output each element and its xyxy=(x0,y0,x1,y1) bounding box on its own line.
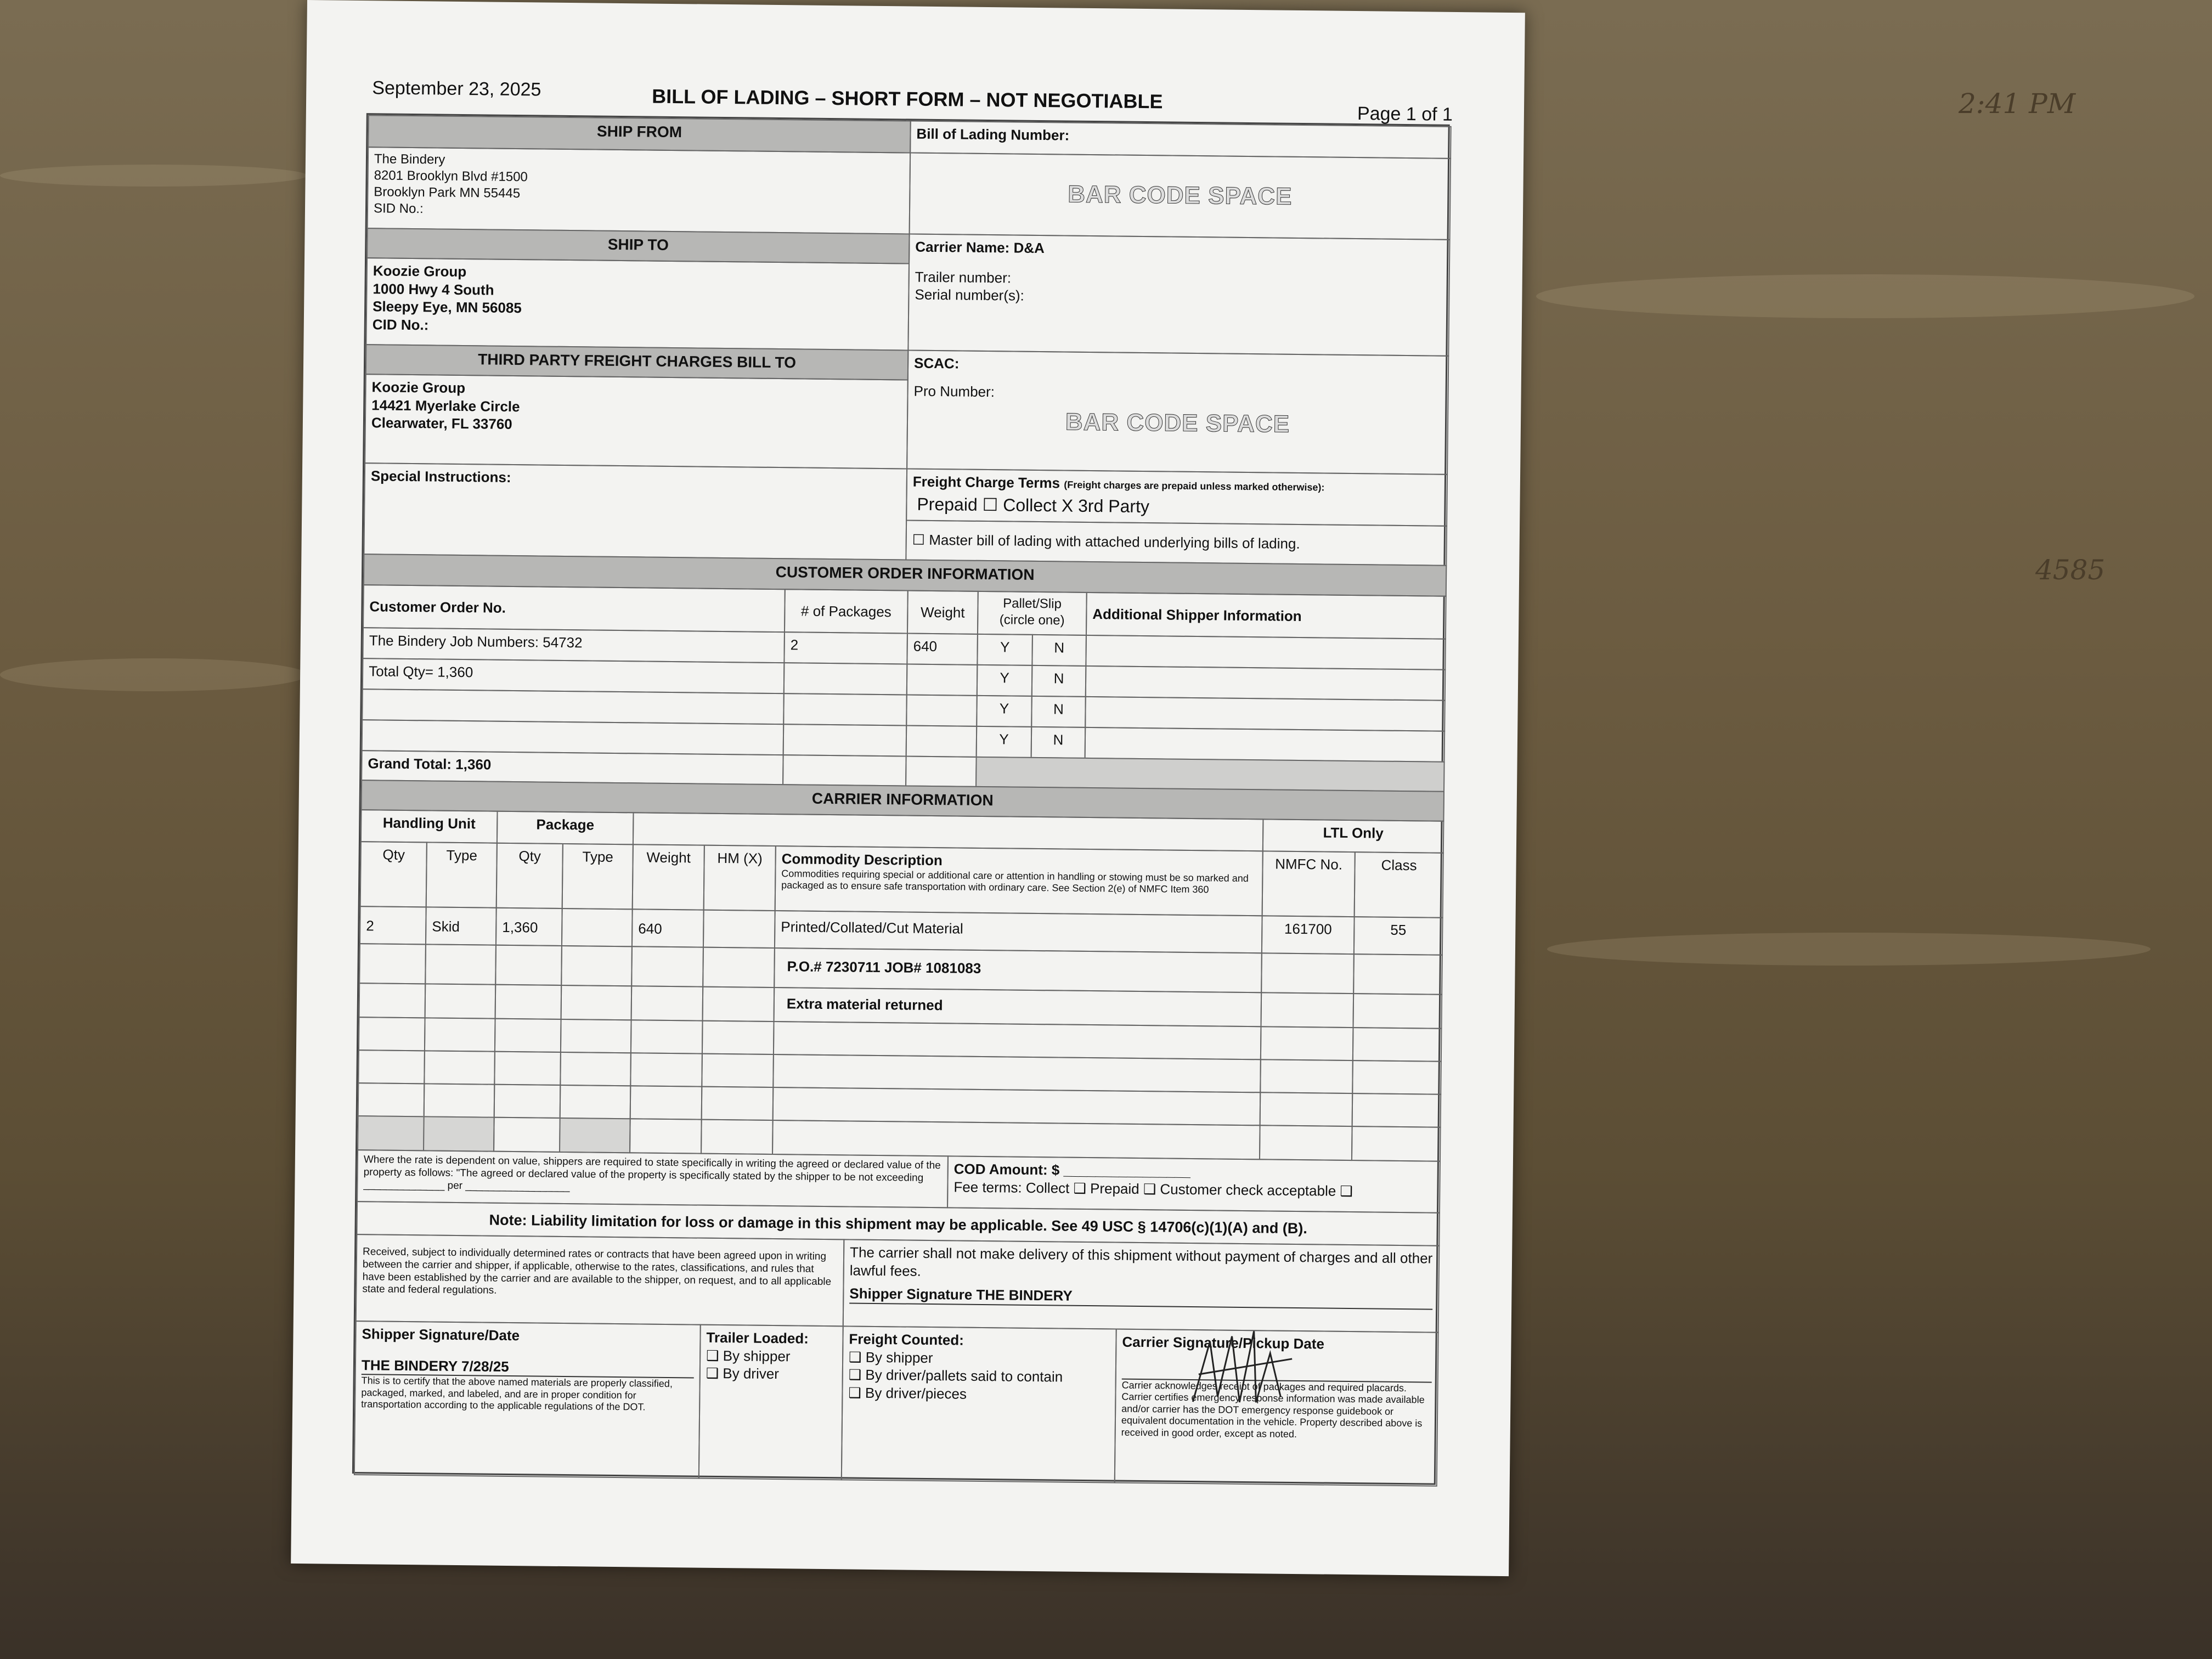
empty-cell xyxy=(701,1119,774,1155)
ltl-only-heading: LTL Only xyxy=(1262,819,1444,853)
pallet-n: N xyxy=(1031,634,1087,667)
address-line: 1000 Hwy 4 South xyxy=(373,280,494,298)
pkg-qty xyxy=(495,984,562,1020)
liability-note: Note: Liability limitation for loss or damage in this shipment may be applicable. See 49 USC § 14706(c)(1)(A) and (B). xyxy=(356,1201,1440,1246)
col-hu-qty: Qty xyxy=(360,841,427,907)
empty-cell xyxy=(1352,1060,1442,1095)
pallet-y: Y xyxy=(977,634,1033,666)
empty-cell xyxy=(560,1052,631,1086)
order-number: The Bindery Job Numbers: 54732 xyxy=(362,627,785,663)
third-party-address xyxy=(364,374,909,469)
freight-terms-options: Prepaid ☐ Collect X 3rd Party xyxy=(917,494,1150,516)
empty-cell xyxy=(358,1017,426,1051)
trailer-number: Trailer number: xyxy=(915,268,1012,286)
checkbox-option[interactable]: ❑ By shipper xyxy=(849,1348,933,1366)
carrier-name: Carrier Name: D&A xyxy=(915,238,1045,257)
fee-terms: Fee terms: Collect ❑ Prepaid ❑ Customer check acceptable ❑ xyxy=(953,1178,1353,1199)
freight-terms-label: Freight Charge Terms xyxy=(912,473,1060,492)
delivery-note: The carrier shall not make delivery of this shipment without payment of charges and all other lawful fees. xyxy=(849,1244,1433,1279)
address-line: Koozie Group xyxy=(373,262,467,280)
commodity-heading: Commodity Description xyxy=(781,850,943,869)
empty-cell xyxy=(559,1118,631,1153)
nmfc xyxy=(1260,992,1354,1028)
ship-to-heading: SHIP TO xyxy=(366,228,910,264)
desk-pencil-mark: 2:41 PM xyxy=(1959,88,2076,120)
bol-form xyxy=(352,113,1450,1485)
bill-of-lading-paper xyxy=(291,0,1525,1576)
freight-terms-note: (Freight charges are prepaid unless marked otherwise): xyxy=(1064,479,1325,493)
pallet-n: N xyxy=(1031,696,1086,728)
grand-total-packages xyxy=(782,754,907,786)
empty-cell xyxy=(1352,1027,1442,1062)
address-line: Clearwater, FL 33760 xyxy=(371,414,512,432)
empty-cell xyxy=(630,1085,703,1120)
pkg-qty: 1,360 xyxy=(495,907,563,946)
ship-from-address xyxy=(367,146,911,234)
third-party-heading: THIRD PARTY FREIGHT CHARGES BILL TO xyxy=(365,344,909,380)
bol-number-label: Bill of Lading Number: xyxy=(910,121,1452,159)
carrier-block xyxy=(907,234,1450,357)
empty-cell xyxy=(494,1051,561,1086)
pallet-y: Y xyxy=(976,726,1032,758)
shipper-signature-label: Shipper Signature/Date xyxy=(362,1325,520,1344)
freight-charge-terms xyxy=(906,468,1448,526)
empty-cell xyxy=(1260,1092,1353,1127)
order-weight xyxy=(906,695,978,727)
barcode-placeholder: BAR CODE SPACE xyxy=(1065,408,1290,438)
checkbox-option[interactable]: ❑ By driver/pieces xyxy=(848,1384,967,1402)
order-number: Total Qty= 1,360 xyxy=(362,658,785,694)
pkg-type xyxy=(561,985,633,1020)
address-line: CID No.: xyxy=(372,315,429,333)
handwritten-signature-icon xyxy=(1187,1329,1298,1419)
empty-cell xyxy=(630,1052,703,1087)
empty-cell xyxy=(358,1082,425,1117)
address-line: SID No.: xyxy=(373,201,424,217)
wood-grain xyxy=(1547,933,2151,966)
col-weight: Weight xyxy=(907,590,979,635)
bol-barcode-space xyxy=(909,153,1452,240)
hm xyxy=(702,947,775,988)
address-line: 8201 Brooklyn Blvd #1500 xyxy=(374,168,528,185)
order-number xyxy=(362,689,785,725)
empty-cell xyxy=(1351,1126,1441,1162)
pro-number-label: Pro Number: xyxy=(913,382,995,400)
col-class: Class xyxy=(1354,851,1444,918)
weight xyxy=(631,946,704,987)
address-line: Koozie Group xyxy=(371,379,466,397)
document-title: BILL OF LADING – SHORT FORM – NOT NEGOTIABLE xyxy=(651,84,1163,113)
wood-grain xyxy=(0,165,307,187)
shipper-signature-value: THE BINDERY 7/28/25 xyxy=(362,1356,694,1379)
order-weight xyxy=(906,664,978,696)
col-additional-info: Additional Shipper Information xyxy=(1086,592,1447,640)
pallet-y: Y xyxy=(977,664,1033,697)
col-packages: # of Packages xyxy=(784,589,909,634)
pallet-y: Y xyxy=(976,695,1032,727)
hu-type xyxy=(425,983,496,1019)
wood-grain xyxy=(0,658,307,691)
address-line: Brooklyn Park MN 55445 xyxy=(374,184,521,201)
address-line: The Bindery xyxy=(374,151,445,167)
empty-cell xyxy=(560,1019,632,1053)
shipper-signature-box xyxy=(354,1321,701,1479)
checkbox-option[interactable]: ❑ By shipper xyxy=(706,1347,791,1364)
col-hu-type: Type xyxy=(426,842,498,908)
empty-cell xyxy=(494,1084,561,1119)
hu-qty: 2 xyxy=(359,906,427,945)
empty-cell xyxy=(629,1118,702,1154)
grand-total-weight xyxy=(905,755,977,787)
order-packages xyxy=(783,724,907,757)
barcode-placeholder: BAR CODE SPACE xyxy=(1067,180,1293,210)
empty-cell xyxy=(1260,1026,1354,1061)
col-pkg-qty: Qty xyxy=(496,843,563,909)
checkbox-option[interactable]: ❑ By driver/pallets said to contain xyxy=(848,1366,1063,1385)
hm xyxy=(703,910,776,949)
empty-cell xyxy=(424,1083,495,1118)
nmfc xyxy=(1261,952,1355,994)
class xyxy=(1353,953,1443,995)
order-additional xyxy=(1085,665,1446,701)
empty-cell xyxy=(1260,1059,1353,1094)
empty-cell xyxy=(494,1018,562,1053)
checkbox-option[interactable]: ❑ By driver xyxy=(706,1364,780,1383)
empty-cell xyxy=(493,1117,561,1153)
scac-label: SCAC: xyxy=(913,354,960,372)
empty-cell xyxy=(560,1085,631,1119)
ship-from-heading: SHIP FROM xyxy=(368,115,911,153)
pkg-type xyxy=(561,945,633,986)
shipper-certification: This is to certify that the above named materials are properly classified, packaged, marked, and labeled, and are in proper condition for transportation according to the applicable regulations of the DOT. xyxy=(361,1375,673,1413)
empty-cell xyxy=(358,1049,425,1084)
col-weight: Weight xyxy=(632,844,705,910)
empty-cell xyxy=(357,1115,425,1151)
scac-block xyxy=(906,349,1449,475)
commodity-desc: Printed/Collated/Cut Material xyxy=(774,910,1263,953)
carrier-acknowledgement: Carrier acknowledges receipt of packages and required placards. Carrier certifies emergency response information was made available and/or carrier has the DOT emergency response guidebook or equivalent documentation in the vehicle. Property described above is received in good order, except as noted. xyxy=(1121,1379,1425,1440)
empty-cell xyxy=(701,1053,774,1088)
trailer-loaded-box xyxy=(698,1324,844,1481)
package-heading: Package xyxy=(496,811,634,845)
col-commodity xyxy=(775,845,1263,916)
col-pallet-slip: Pallet/Slip (circle one) xyxy=(977,591,1087,636)
special-instructions: Special Instructions: xyxy=(363,462,907,560)
empty-cell xyxy=(424,1050,495,1085)
wood-grain xyxy=(1536,274,2194,318)
cod-block xyxy=(947,1155,1441,1213)
col-nmfc: NMFC No. xyxy=(1262,850,1356,917)
desk-pencil-mark: 4585 xyxy=(2035,554,2106,586)
weight: 640 xyxy=(631,909,704,947)
commodity-note: Commodities requiring special or additional care or attention in handling or stowing must be so marked and packaged as to ensure safe transportation with ordinary care. See Section 2(e) of NMFC Item 360 xyxy=(781,867,1249,895)
order-weight xyxy=(906,725,978,757)
shipper-signature-line: Shipper Signature THE BINDERY xyxy=(849,1284,1432,1310)
pkg-type xyxy=(561,908,633,947)
order-number xyxy=(362,719,785,755)
hu-type xyxy=(425,944,496,985)
customer-order-heading: CUSTOMER ORDER INFORMATION xyxy=(363,554,1447,597)
order-additional xyxy=(1085,727,1446,763)
ship-to-address xyxy=(365,257,910,351)
hu-qty xyxy=(359,943,426,984)
pkg-qty xyxy=(495,945,562,986)
cod-amount: COD Amount: $ ________________ xyxy=(953,1160,1191,1180)
grand-total: Grand Total: 1,360 xyxy=(361,750,784,785)
empty-cell xyxy=(423,1116,495,1152)
empty-cell xyxy=(630,1019,703,1054)
hu-type: Skid xyxy=(425,906,497,945)
empty-cell xyxy=(702,1020,775,1055)
declared-value-note: Where the rate is dependent on value, shippers are required to state specifically in writing the agreed or declared value of the property as follows: "The agreed or declared value of the property is specifically stated by the shipper to be not exceeding ______________ per __________________ xyxy=(357,1149,949,1208)
pallet-n: N xyxy=(1031,665,1087,697)
carrier-signature-box xyxy=(1114,1329,1439,1487)
address-line: 14421 Myerlake Circle xyxy=(371,396,520,415)
class: 55 xyxy=(1353,916,1443,956)
hu-qty xyxy=(359,983,426,1018)
col-hm: HM (X) xyxy=(703,845,776,911)
freight-counted-label: Freight Counted: xyxy=(849,1330,964,1348)
nmfc: 161700 xyxy=(1261,915,1355,955)
carrier-signature-label: Carrier Signature/Pickup Date xyxy=(1122,1333,1325,1352)
hm xyxy=(702,986,775,1022)
empty-cell xyxy=(701,1086,774,1121)
order-weight: 640 xyxy=(906,633,978,665)
delivery-block xyxy=(843,1239,1440,1333)
page-number: Page 1 of 1 xyxy=(1357,103,1453,125)
order-additional xyxy=(1085,635,1446,670)
commodity-desc: P.O.# 7230711 JOB# 1081083 xyxy=(774,947,1262,993)
handling-unit-heading: Handling Unit xyxy=(360,809,498,844)
empty-cell xyxy=(1259,1125,1353,1161)
col-pkg-type: Type xyxy=(562,843,634,910)
col-customer-order: Customer Order No. xyxy=(363,584,786,633)
received-note: Received, subject to individually determined rates or contracts that have been agreed upon in writing between the carrier and shipper, if applicable, otherwise to the rates, classifications, and rules that have been established by the carrier and are available to the shipper, on request, and to all applicable state and federal regulations. xyxy=(356,1234,845,1327)
master-bol-checkbox: ☐ Master bill of lading with attached underlying bills of lading. xyxy=(905,520,1447,566)
class xyxy=(1352,993,1442,1029)
empty-cell xyxy=(1352,1093,1442,1128)
empty-cell xyxy=(772,1120,1261,1160)
empty-cell xyxy=(424,1017,496,1052)
pallet-n: N xyxy=(1031,726,1086,759)
commodity-desc: Extra material returned xyxy=(774,987,1262,1027)
weight xyxy=(631,985,704,1021)
address-line: Sleepy Eye, MN 56085 xyxy=(373,298,522,317)
trailer-loaded-label: Trailer Loaded: xyxy=(706,1329,809,1347)
order-packages xyxy=(783,693,907,726)
document-date: September 23, 2025 xyxy=(372,77,541,100)
order-packages xyxy=(783,662,908,695)
carrier-info-heading: CARRIER INFORMATION xyxy=(361,780,1444,822)
order-additional xyxy=(1085,696,1446,732)
freight-counted-box xyxy=(841,1325,1117,1483)
order-packages: 2 xyxy=(783,631,908,664)
serial-numbers: Serial number(s): xyxy=(915,286,1024,304)
